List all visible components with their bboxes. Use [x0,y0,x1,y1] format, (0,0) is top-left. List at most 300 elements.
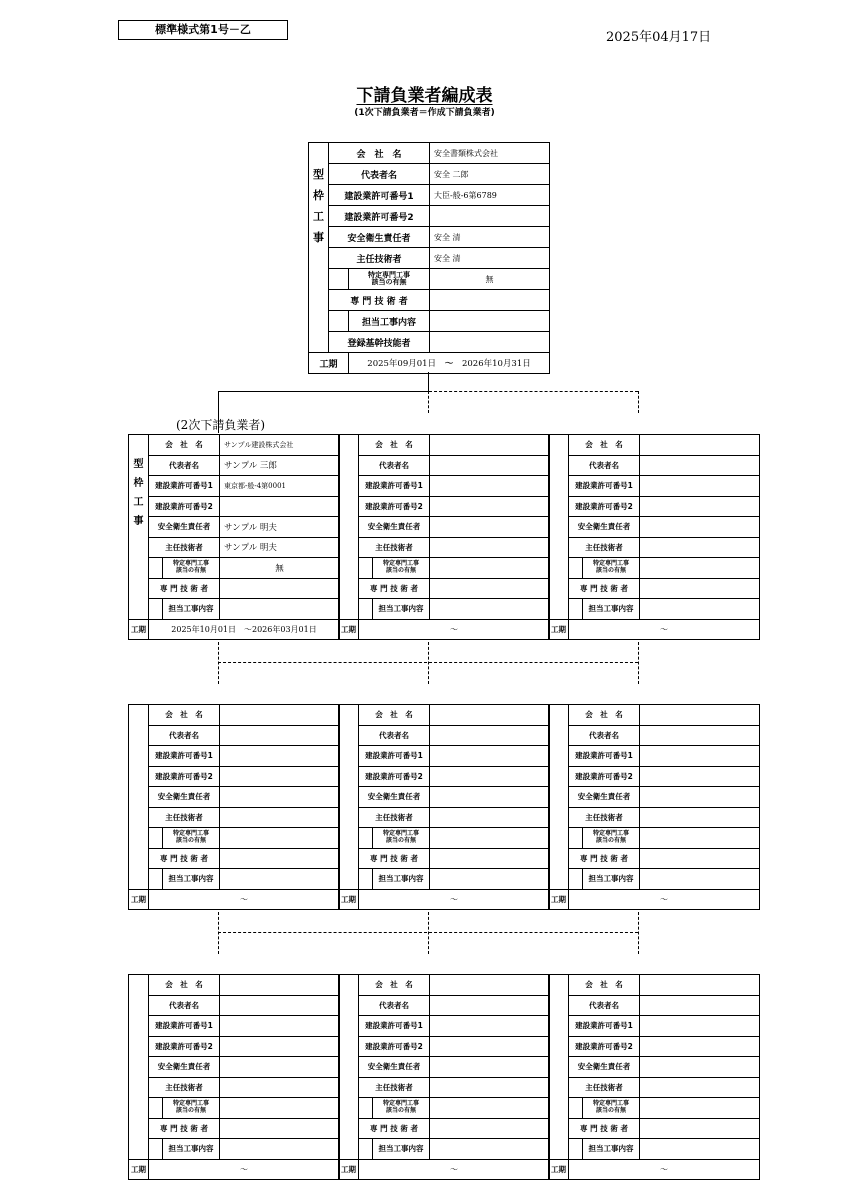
row-representative [339,455,550,476]
row-safety-manager [309,227,550,248]
value-assigned-work [430,1139,550,1160]
row-assigned-work [549,599,760,620]
value-permit1 [640,746,760,767]
secondary-contractor-table [548,434,760,640]
row-assigned-work [339,869,550,890]
row-permit2 [339,1036,550,1057]
value-term: ～ [359,889,550,910]
row-representative [129,995,340,1016]
indent-cell [149,828,163,849]
connector-dashed [638,642,639,684]
label-permit2: 建設業許可番号2 [149,496,220,517]
secondary-contractor-table [338,974,550,1180]
row-safety-manager [549,1057,760,1078]
indent-cell [359,1139,373,1160]
value-representative [430,725,550,746]
label-chief-engineer: 主任技術者 [359,1077,430,1098]
page-title [0,81,849,106]
side-label: 型 枠 工 事 [309,143,329,353]
label-safety-manager: 安全衛生責任者 [149,1057,220,1078]
form-number: 標準様式第1号－乙 [118,20,288,40]
label-chief-engineer: 主任技術者 [359,537,430,558]
row-term [129,1159,340,1180]
connector-dashed [218,642,219,684]
label-assigned-work: 担当工事内容 [583,869,640,890]
secondary-contractor-table [548,704,760,910]
label-permit1: 建設業許可番号1 [149,476,220,497]
row-term [339,1159,550,1180]
row-chief-engineer [549,807,760,828]
value-safety-manager [430,1057,550,1078]
value-specialist [430,848,550,869]
value-term: ～ [569,619,760,640]
label-chief-engineer: 主任技術者 [569,1077,640,1098]
label-specialist: 専 門 技 術 者 [329,290,430,311]
value-permit2 [430,766,550,787]
label-special-work: 特定専門工事 該当の有無 [583,1098,640,1119]
value-permit2 [220,766,340,787]
value-permit1: 大臣-般-6第6789 [430,185,550,206]
row-safety-manager [129,1057,340,1078]
connector-dashed [428,391,429,413]
label-assigned-work: 担当工事内容 [583,1139,640,1160]
row-permit1 [129,746,340,767]
value-assigned-work [430,869,550,890]
value-permit1 [640,1016,760,1037]
label-special-work: 特定専門工事 該当の有無 [373,558,430,579]
indent-cell [329,269,349,290]
value-chief-engineer [430,1077,550,1098]
row-assigned-work [339,599,550,620]
label-chief-engineer: 主任技術者 [149,1077,220,1098]
value-representative: 安全 二郎 [430,164,550,185]
row-representative [129,455,340,476]
secondary-contractor-table [128,704,340,910]
value-assigned-work [430,599,550,620]
label-company: 会 社 名 [569,705,640,726]
label-representative: 代表者名 [569,725,640,746]
indent-cell [149,558,163,579]
label-permit1: 建設業許可番号1 [359,476,430,497]
row-permit2 [549,1036,760,1057]
row-permit2 [309,206,550,227]
connector-dashed [428,642,429,684]
label-assigned-work: 担当工事内容 [373,1139,430,1160]
label-special-work: 特定専門工事 該当の有無 [163,828,220,849]
row-chief-engineer [549,1077,760,1098]
row-company [549,705,760,726]
row-safety-manager [129,787,340,808]
label-permit2: 建設業許可番号2 [359,766,430,787]
label-representative: 代表者名 [359,455,430,476]
row-chief-engineer [309,248,550,269]
side-cell [549,435,569,620]
label-permit1: 建設業許可番号1 [569,746,640,767]
value-chief-engineer: 安全 清 [430,248,550,269]
indent-cell [569,1139,583,1160]
row-special-work [549,828,760,849]
row-term [549,619,760,640]
value-representative [220,995,340,1016]
row-representative [549,725,760,746]
row-company [129,705,340,726]
label-term: 工期 [339,619,359,640]
label-special-work: 特定専門工事 該当の有無 [163,1098,220,1119]
value-permit2 [220,1036,340,1057]
connector-dashed [218,662,638,663]
label-permit1: 建設業許可番号1 [359,1016,430,1037]
label-special-work: 特定専門工事 該当の有無 [583,558,640,579]
label-safety-manager: 安全衛生責任者 [359,517,430,538]
row-specialist [339,1118,550,1139]
label-term: 工期 [339,1159,359,1180]
label-company: 会 社 名 [359,435,430,456]
row-specialist [309,290,550,311]
label-permit1: 建設業許可番号1 [359,746,430,767]
side-cell [129,705,149,890]
value-special-work [430,1098,550,1119]
value-representative [640,995,760,1016]
value-special-work [640,828,760,849]
secondary-contractor-table [338,434,550,640]
label-chief-engineer: 主任技術者 [149,807,220,828]
value-company: サンプル建設株式会社 [220,435,340,456]
value-permit2 [430,206,550,227]
value-company [640,435,760,456]
row-permit1 [129,476,340,497]
label-company: 会 社 名 [359,705,430,726]
label-permit1: 建設業許可番号1 [569,476,640,497]
value-safety-manager [430,517,550,538]
row-specialist [339,578,550,599]
value-chief-engineer [640,807,760,828]
connector-line [218,391,429,392]
label-permit1: 建設業許可番号1 [149,746,220,767]
label-assigned-work: 担当工事内容 [163,1139,220,1160]
indent-cell [359,869,373,890]
indent-cell [359,1098,373,1119]
row-assigned-work [309,311,550,332]
value-specialist [220,578,340,599]
value-company: 安全書類株式会社 [430,143,550,164]
row-safety-manager [129,517,340,538]
row-term [129,889,340,910]
value-permit1 [430,476,550,497]
row-representative [129,725,340,746]
value-permit1 [430,746,550,767]
label-permit2: 建設業許可番号2 [569,496,640,517]
row-permit2 [549,496,760,517]
label-representative: 代表者名 [569,455,640,476]
row-company [549,975,760,996]
value-assigned-work [220,1139,340,1160]
row-chief-engineer [339,537,550,558]
label-chief-engineer: 主任技術者 [329,248,430,269]
value-special-work [430,558,550,579]
label-assigned-work: 担当工事内容 [349,311,430,332]
connector-dashed [218,912,219,954]
row-special-work [549,1098,760,1119]
label-term: 工期 [129,619,149,640]
connector-dashed [429,391,638,392]
side-cell [549,975,569,1160]
row-company [339,975,550,996]
value-term: ～ [359,1159,550,1180]
connector-line [428,372,429,392]
row-special-work [549,558,760,579]
row-representative [549,995,760,1016]
row-special-work [129,558,340,579]
row-chief-engineer [129,1077,340,1098]
value-safety-manager [430,787,550,808]
value-safety-manager [220,787,340,808]
value-representative [430,995,550,1016]
label-safety-manager: 安全衛生責任者 [569,787,640,808]
label-registered-core: 登録基幹技能者 [329,332,430,353]
label-assigned-work: 担当工事内容 [583,599,640,620]
value-registered-core [430,332,550,353]
secondary-contractor-table [128,434,340,640]
connector-dashed [638,391,639,413]
value-permit2 [640,1036,760,1057]
row-company [339,705,550,726]
label-company: 会 社 名 [149,435,220,456]
label-permit1: 建設業許可番号1 [329,185,430,206]
primary-contractor-table [308,142,550,374]
value-term: ～ [569,1159,760,1180]
row-special-work [129,1098,340,1119]
row-permit2 [129,496,340,517]
row-chief-engineer [129,807,340,828]
label-permit2: 建設業許可番号2 [149,1036,220,1057]
value-company [220,975,340,996]
value-special-work [220,828,340,849]
label-permit2: 建設業許可番号2 [569,766,640,787]
row-permit2 [339,496,550,517]
label-assigned-work: 担当工事内容 [163,869,220,890]
row-safety-manager [549,787,760,808]
label-chief-engineer: 主任技術者 [359,807,430,828]
indent-cell [329,311,349,332]
value-safety-manager [640,517,760,538]
value-term: ～ [149,889,340,910]
label-representative: 代表者名 [359,725,430,746]
row-assigned-work [129,1139,340,1160]
value-representative: サンプル 三郎 [220,455,340,476]
label-specialist: 専 門 技 術 者 [359,578,430,599]
label-specialist: 専 門 技 術 者 [569,848,640,869]
row-chief-engineer [129,537,340,558]
value-assigned-work [640,1139,760,1160]
side-cell [129,975,149,1160]
label-chief-engineer: 主任技術者 [569,807,640,828]
row-specialist [549,848,760,869]
row-specialist [129,848,340,869]
label-special-work: 特定専門工事 該当の有無 [583,828,640,849]
value-assigned-work [430,311,550,332]
secondary-contractor-table [548,974,760,1180]
secondary-label: (2次下請負業者) [176,418,265,432]
row-specialist [129,578,340,599]
document-date: 2025年04月17日 [606,30,712,45]
value-chief-engineer: サンプル 明夫 [220,537,340,558]
value-specialist [220,848,340,869]
row-chief-engineer [339,807,550,828]
value-chief-engineer [430,537,550,558]
indent-cell [359,599,373,620]
indent-cell [149,1139,163,1160]
term-end: 2026年10月31日 [461,359,531,369]
row-representative [309,164,550,185]
value-safety-manager [220,1057,340,1078]
indent-cell [569,558,583,579]
label-company: 会 社 名 [569,435,640,456]
value-specialist [640,1118,760,1139]
label-safety-manager: 安全衛生責任者 [569,517,640,538]
indent-cell [359,828,373,849]
value-term: ～ [569,889,760,910]
row-company [129,975,340,996]
value-special-work [430,828,550,849]
row-permit1 [549,1016,760,1037]
row-chief-engineer [549,537,760,558]
value-special-work [640,1098,760,1119]
row-specialist [339,848,550,869]
indent-cell [149,1098,163,1119]
row-permit2 [129,766,340,787]
row-registered-core [309,332,550,353]
row-term [129,619,340,640]
value-assigned-work [220,869,340,890]
row-representative [549,455,760,476]
label-permit2: 建設業許可番号2 [329,206,430,227]
row-specialist [549,1118,760,1139]
label-special-work: 特定専門工事 該当の有無 [373,828,430,849]
value-specialist [430,578,550,599]
value-chief-engineer [640,537,760,558]
label-specialist: 専 門 技 術 者 [149,848,220,869]
value-company [430,975,550,996]
row-specialist [129,1118,340,1139]
row-representative [339,995,550,1016]
row-permit2 [339,766,550,787]
value-special-work [640,558,760,579]
value-chief-engineer [640,1077,760,1098]
row-company [339,435,550,456]
secondary-contractor-table [128,974,340,1180]
label-safety-manager: 安全衛生責任者 [359,787,430,808]
value-chief-engineer [220,807,340,828]
row-permit1 [339,746,550,767]
row-permit1 [339,1016,550,1037]
value-permit2 [640,766,760,787]
row-assigned-work [549,869,760,890]
row-representative [339,725,550,746]
value-specialist [430,290,550,311]
side-label: 型 枠 工 事 [129,435,149,620]
label-permit2: 建設業許可番号2 [359,1036,430,1057]
row-safety-manager [339,1057,550,1078]
label-permit1: 建設業許可番号1 [569,1016,640,1037]
label-specialist: 専 門 技 術 者 [359,848,430,869]
label-term: 工期 [129,1159,149,1180]
value-assigned-work [640,599,760,620]
row-special-work [339,1098,550,1119]
row-chief-engineer [339,1077,550,1098]
label-specialist: 専 門 技 術 者 [149,1118,220,1139]
label-safety-manager: 安全衛生責任者 [149,787,220,808]
label-safety-manager: 安全衛生責任者 [329,227,430,248]
side-cell [339,705,359,890]
label-representative: 代表者名 [359,995,430,1016]
value-company [430,705,550,726]
label-representative: 代表者名 [329,164,430,185]
value-permit1 [640,476,760,497]
label-specialist: 専 門 技 術 者 [149,578,220,599]
label-representative: 代表者名 [149,455,220,476]
row-term [339,619,550,640]
label-assigned-work: 担当工事内容 [373,599,430,620]
value-company [430,435,550,456]
row-safety-manager [339,787,550,808]
indent-cell [149,869,163,890]
value-permit2 [430,1036,550,1057]
row-safety-manager [339,517,550,538]
value-specialist [220,1118,340,1139]
label-safety-manager: 安全衛生責任者 [149,517,220,538]
row-term [549,1159,760,1180]
label-term: 工期 [549,1159,569,1180]
value-safety-manager: 安全 清 [430,227,550,248]
row-assigned-work [339,1139,550,1160]
label-company: 会 社 名 [149,975,220,996]
indent-cell [359,558,373,579]
row-company [549,435,760,456]
value-safety-manager [640,787,760,808]
value-term: 2025年10月01日 ～2026年03月01日 [149,619,340,640]
label-safety-manager: 安全衛生責任者 [359,1057,430,1078]
value-company [640,975,760,996]
side-cell [549,705,569,890]
row-permit2 [549,766,760,787]
page-title-text: 下請負業者編成表 [356,86,493,106]
connector-dashed [218,932,638,933]
indent-cell [569,828,583,849]
value-permit1 [220,1016,340,1037]
page-subtitle: (1次下請負業者＝作成下請負業者) [354,108,495,118]
value-company [640,705,760,726]
label-specialist: 専 門 技 術 者 [569,1118,640,1139]
row-safety-manager [549,517,760,538]
label-company: 会 社 名 [329,143,430,164]
label-assigned-work: 担当工事内容 [373,869,430,890]
value-permit2 [430,496,550,517]
row-assigned-work [129,869,340,890]
value-permit2 [220,496,340,517]
value-company [220,705,340,726]
label-permit1: 建設業許可番号1 [149,1016,220,1037]
row-special-work [129,828,340,849]
row-assigned-work [549,1139,760,1160]
value-permit1 [220,746,340,767]
label-company: 会 社 名 [569,975,640,996]
label-company: 会 社 名 [149,705,220,726]
row-permit1 [549,476,760,497]
value-term [349,353,550,374]
label-term: 工期 [129,889,149,910]
indent-cell [149,599,163,620]
value-representative [430,455,550,476]
